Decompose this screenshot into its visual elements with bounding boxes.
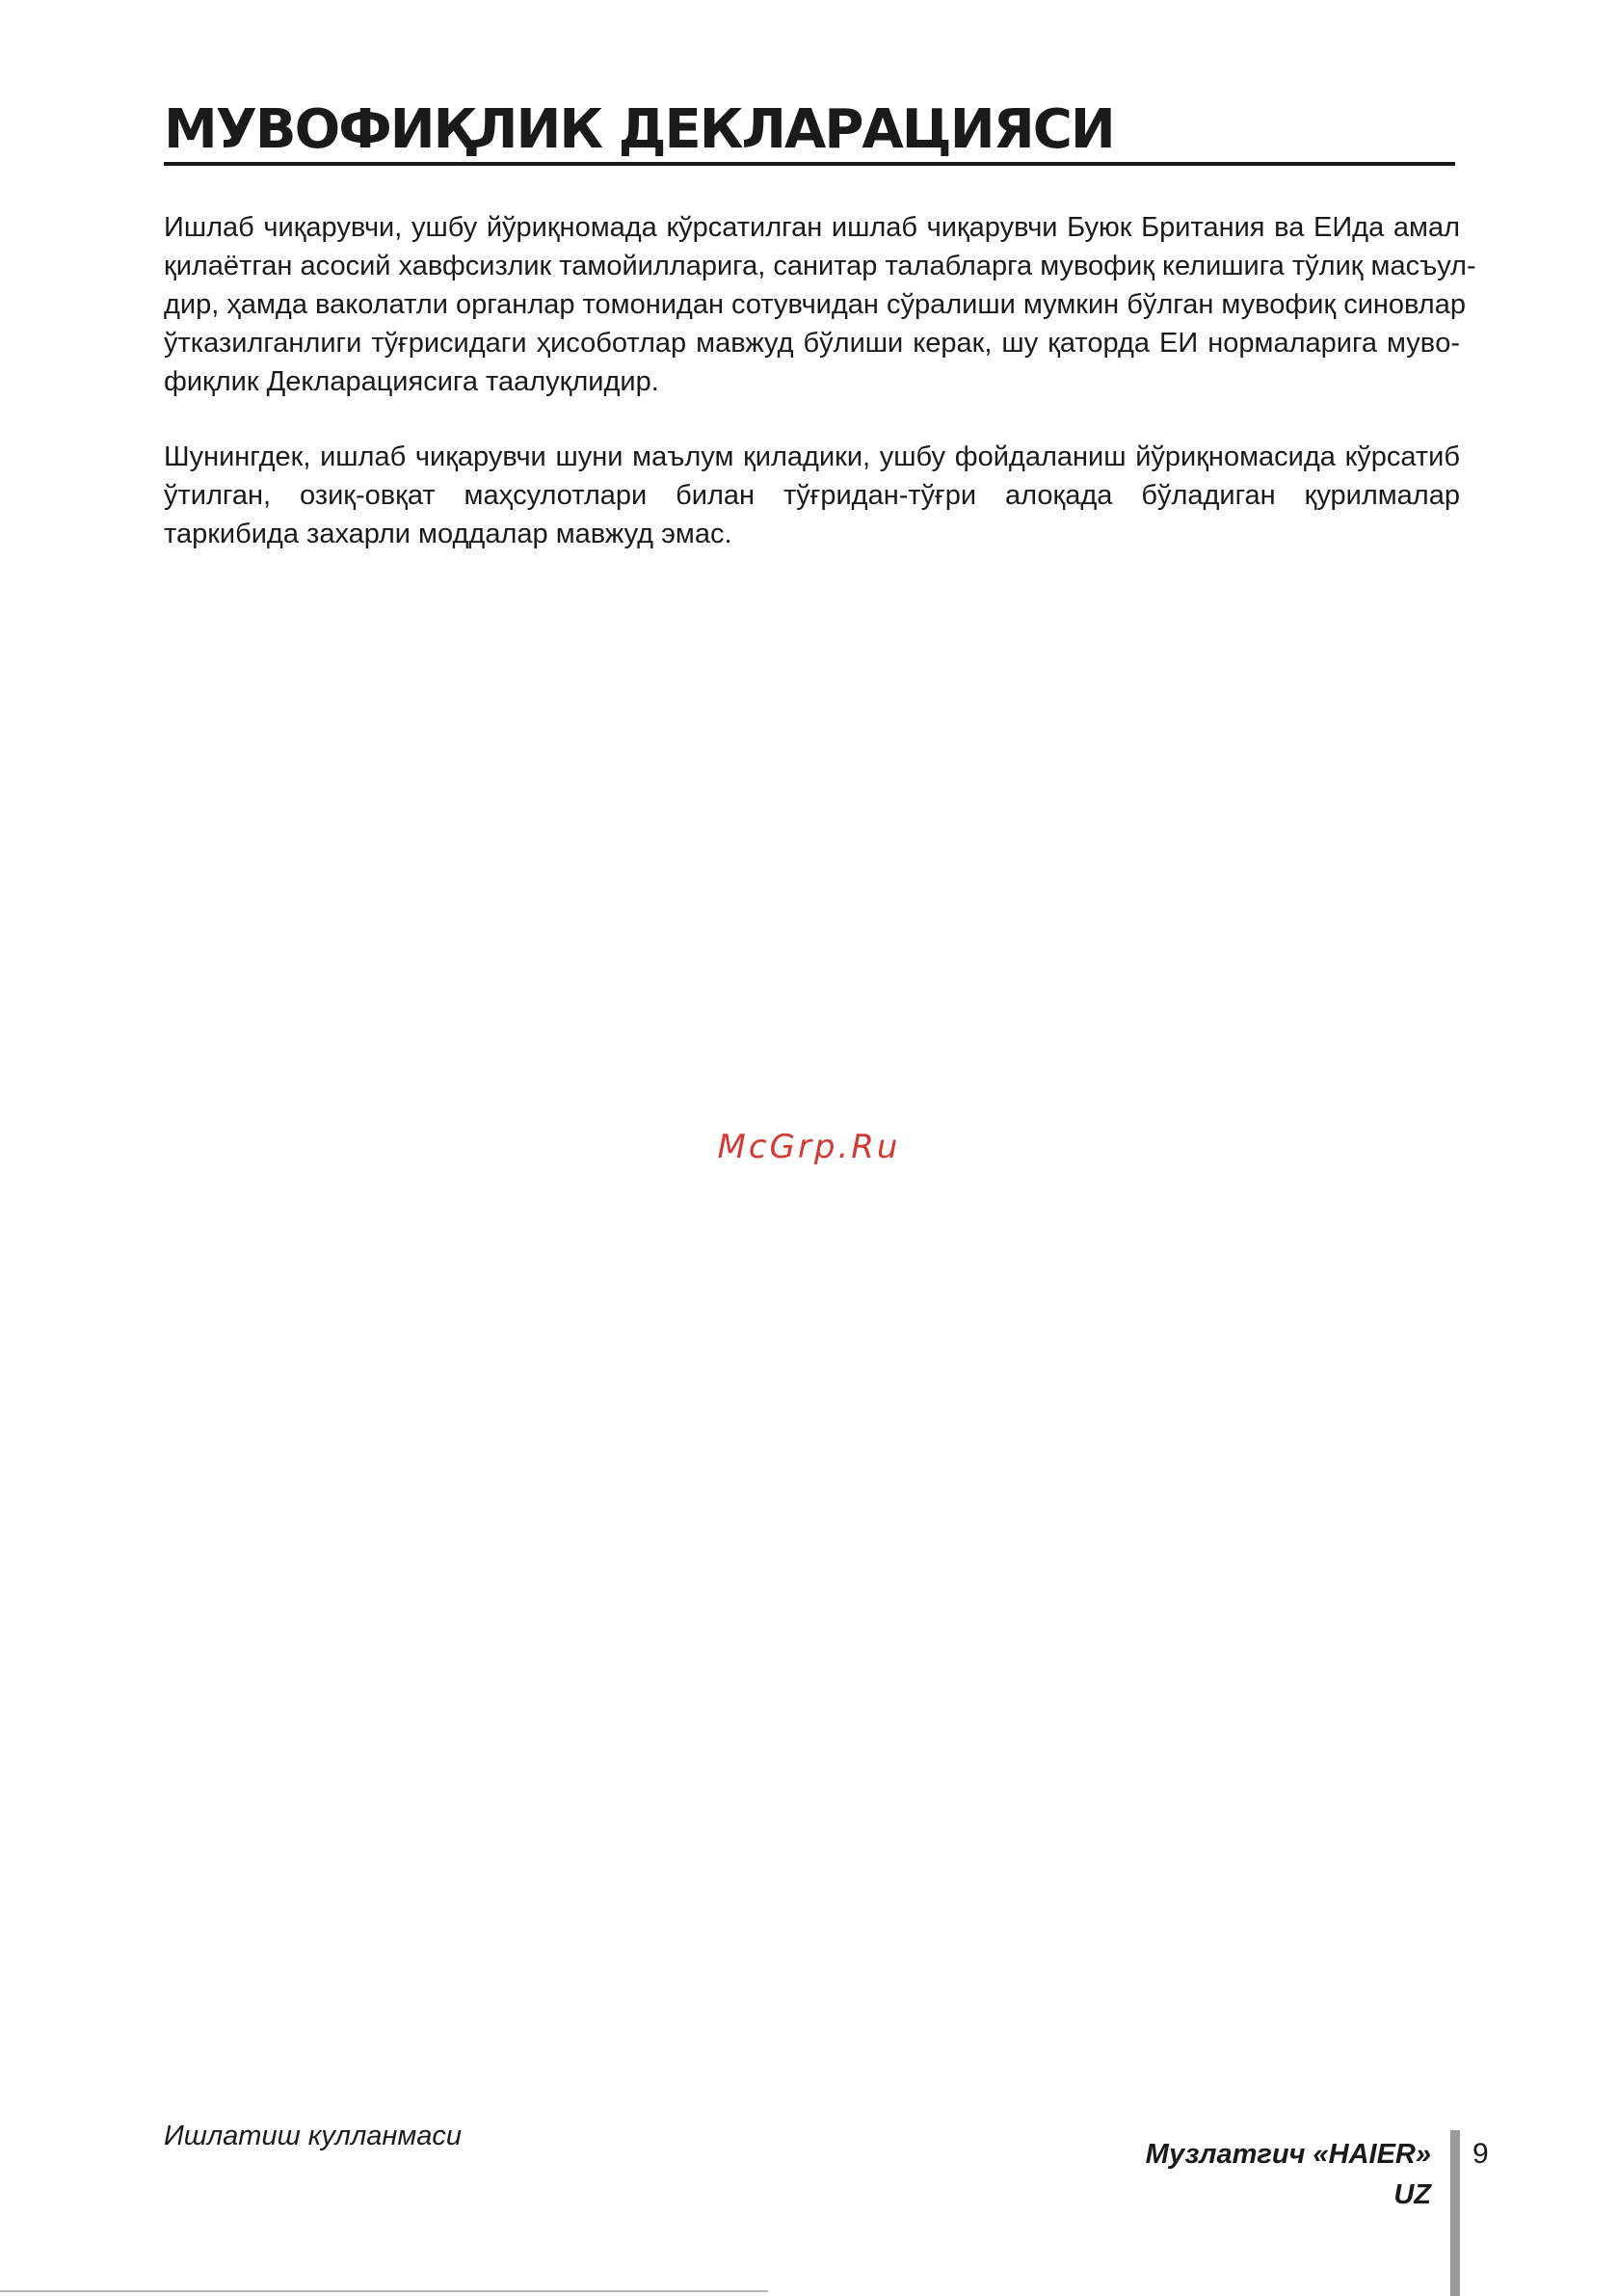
- footer-manual-title: Ишлатиш кулланмаси: [164, 2121, 463, 2151]
- declaration-paragraph-1: [164, 208, 1476, 401]
- paragraph-line: фиқлик Декларациясига таалуқлидир.: [164, 366, 659, 397]
- paragraph-line: ўтилган, озиқ-овқат маҳсулотлари билан тўғридан-тўғри алоқада бўладиган қурилмалар: [164, 480, 1460, 511]
- title-underline: [164, 162, 1455, 166]
- footer-language-code: UZ: [1393, 2179, 1431, 2210]
- paragraph-line: қилаётган асосий хавфсизлик тамойилларига, санитар талабларга мувофиқ келишига тўлиқ масъул-: [164, 251, 1476, 281]
- page-number: 9: [1472, 2138, 1489, 2170]
- bottom-divider: [0, 2290, 768, 2292]
- page-edge-bar: [1450, 2130, 1460, 2296]
- paragraph-line: таркибида захарли моддалар мавжуд эмас.: [164, 519, 732, 549]
- footer-product-info: [1146, 2134, 1431, 2215]
- watermark: McGrp.Ru: [717, 1128, 901, 1166]
- footer-product-name: Музлатгич «HAIER»: [1145, 2139, 1431, 2170]
- paragraph-line: Ишлаб чиқарувчи, ушбу йўриқномада кўрсатилган ишлаб чиқарувчи Буюк Британия ва ЕИда амал: [164, 212, 1460, 243]
- paragraph-line: ўтказилганлиги тўғрисидаги ҳисоботлар мавжуд бўлиши керак, шу қаторда ЕИ нормаларига мувo-: [164, 328, 1460, 359]
- paragraph-line: Шунингдек, ишлаб чиқарувчи шуни маълум қиладики, ушбу фойдаланиш йўриқномасида кўрсатиб: [164, 441, 1460, 472]
- page-title: МУВОФИҚЛИК ДЕКЛАРАЦИЯСИ: [164, 98, 1114, 161]
- declaration-paragraph-2: [164, 438, 1460, 553]
- paragraph-line: дир, ҳамда ваколатли органлар томонидан сотувчидан сўралиши мумкин бўлган мувофиқ синовлар: [164, 289, 1466, 320]
